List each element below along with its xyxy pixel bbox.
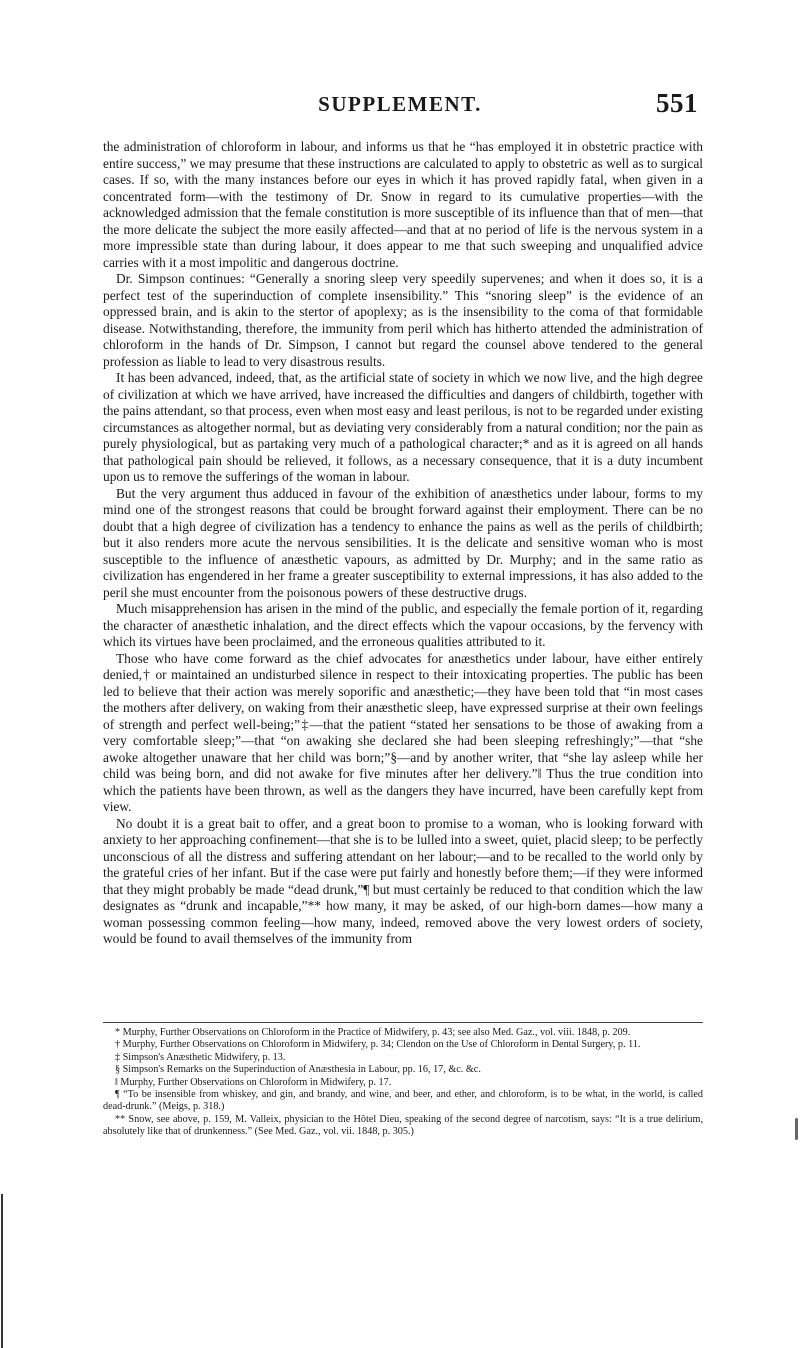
page-edge-mark (1, 1194, 3, 1348)
footnote: § Simpson's Remarks on the Superinduction of Anæsthesia in Labour, pp. 16, 17, &c. &c. (115, 1064, 481, 1076)
paragraph: Dr. Simpson continues: “Generally a snoring sleep very speedily supervenes; and when it does so, it is a perfect test of the superinduction of complete insensibility.” This “snoring sleep” is the evidence of an oppressed brain, and is akin to the stertor of apoplexy; as is the insensibility to the coma of that formidable disease. Notwithstanding, therefore, the immunity from peril which has hitherto attended the administration of chloroform in the hands of Dr. Simpson, I cannot but regard the counsel above tendered to the general profession as liable to lead to very disastrous results. (103, 271, 703, 369)
footnote: ‡ Simpson's Anæsthetic Midwifery, p. 13. (115, 1051, 286, 1063)
running-head (0, 88, 800, 128)
footnote: * Murphy, Further Observations on Chloroform in the Practice of Midwifery, p. 43; see also Med. Gaz., vol. viii. 1848, p. 209. (115, 1027, 631, 1038)
paragraph: No doubt it is a great bait to offer, and a great boon to promise to a woman, who is looking forward with anxiety to her approaching confinement—that she is to be lulled into a sweet, quiet, placid sleep; to be perfectly unconscious of all the distress and suffering attendant on her labour;—and to be recalled to the world only by the grateful cries of her infant. But if the case were put fairly and honestly before them;—if they were informed that they might probably be made “dead drunk,”¶ but must certainly be reduced to that condition which the law designates as “drunk and incapable,”** how many, it may be asked, of our high-born dames—how many a woman possessing common feeling—how many, indeed, removed above the very lowest orders of society, would be found to avail themselves of the immunity from (103, 815, 703, 946)
running-title: SUPPLEMENT. (318, 92, 482, 116)
paragraph: the administration of chloroform in labour, and informs us that he “has employed it in obstetric practice with entire success,” we may presume that these instructions are calculated to apply to obstetric as well as to surgical cases. If so, with the many instances before our eyes in which it has proved rapidly fatal, when given in a concentrated form—with the testimony of Dr. Snow in regard to its cumulative properties—with the acknowledged admission that the female constitution is more susceptible of its influence than that of men—that the more delicate the subject the more easily affected—and that at no period of life is the nervous system in a more impressible state than during labour, it does appear to me that such sweeping and unqualified advice carries with it a most impolitic and dangerous doctrine. (103, 139, 703, 270)
page-number: 551 (656, 88, 698, 118)
footnote: ‖ Murphy, Further Observations on Chloroform in Midwifery, p. 17. (115, 1076, 392, 1088)
footnotes (103, 1027, 703, 1139)
paragraph: But the very argument thus adduced in favour of the exhibition of anæsthetics under labour, forms to my mind one of the strongest reasons that could be brought forward against their employment. There can be no doubt that a high degree of civilization has a tendency to enhance the pains as well as the perils of childbirth; but it also renders more acute the nervous sensibilities. It is the delicate and sensitive woman who is most susceptible to the influence of anæsthetic vapours, as admitted by Dr. Murphy; and in the same ratio as civilization has engendered in her frame a greater susceptibility to external impressions, it has also added to the peril she must encounter from the poisonous powers of these destructive drugs. (103, 485, 703, 600)
footnote: ** Snow, see above, p. 159, M. Valleix, physician to the Hôtel Dieu, speaking of the second degree of narcotism, says: “It is a true delirium, absolutely like that of drunkenness.” (See Med. Gaz., vol. vii. 1848, p. 305.) (103, 1113, 703, 1138)
paragraph: Much misapprehension has arisen in the mind of the public, and especially the female portion of it, regarding the character of anæsthetic inhalation, and the direct effects which the vapour occasions, by the fervency with which its virtues have been proclaimed, and the erroneous qualities attributed to it. (103, 601, 703, 649)
footnote: † Murphy, Further Observations on Chloroform in Midwifery, p. 34; Clendon on the Use of Chloroform in Dental Surgery, p. 11. (115, 1039, 641, 1051)
footnote: ¶ “To be insensible from whiskey, and gin, and brandy, and wine, and beer, and ether, and chloroform, is to be what, in the world, is called dead-drunk.” (Meigs, p. 318.) (103, 1089, 703, 1113)
footnote-divider (103, 1022, 703, 1023)
paragraph: It has been advanced, indeed, that, as the artificial state of society in which we now live, and the high degree of civilization at which we have arrived, have increased the difficulties and dangers of childbirth, together with the pains attendant, so that process, even when most easy and least perilous, is not to be regarded under existing circumstances as altogether normal, but as deviating very considerably from a natural condition; nor the pain as purely physiological, but as partaking very much of a pathological character;* and as it is agreed on all hands that pathological pain should be relieved, it follows, as a necessary consequence, that it is a duty incumbent upon us to remove the sufferings of the woman in labour. (103, 370, 703, 484)
paragraph: Those who have come forward as the chief advocates for anæsthetics under labour, have either entirely denied,† or maintained an undisturbed silence in respect to their intoxicating properties. The public has been led to believe that their action was merely soporific and anæsthetic;—they have been told that “in most cases the mothers after delivery, on waking from their anæsthetic sleep, have expressed surprise at their own feelings of strength and perfect well-being;”‡—that the patient “stated her sensations to be those of awaking from a very comfortable sleep;”—that “on awaking she declared she had been sleeping refreshingly;”—that “she awoke altogether unaware that her child was born;”§—and by another writer, that “she lay asleep while her child was being born, and did not awake for five minutes after her delivery.”‖ Thus the true condition into which the patients have been thrown, as well as the dangers they have incurred, have been carefully kept from view. (103, 650, 703, 814)
body-text (103, 139, 703, 948)
page-edge-speck (795, 1118, 798, 1140)
